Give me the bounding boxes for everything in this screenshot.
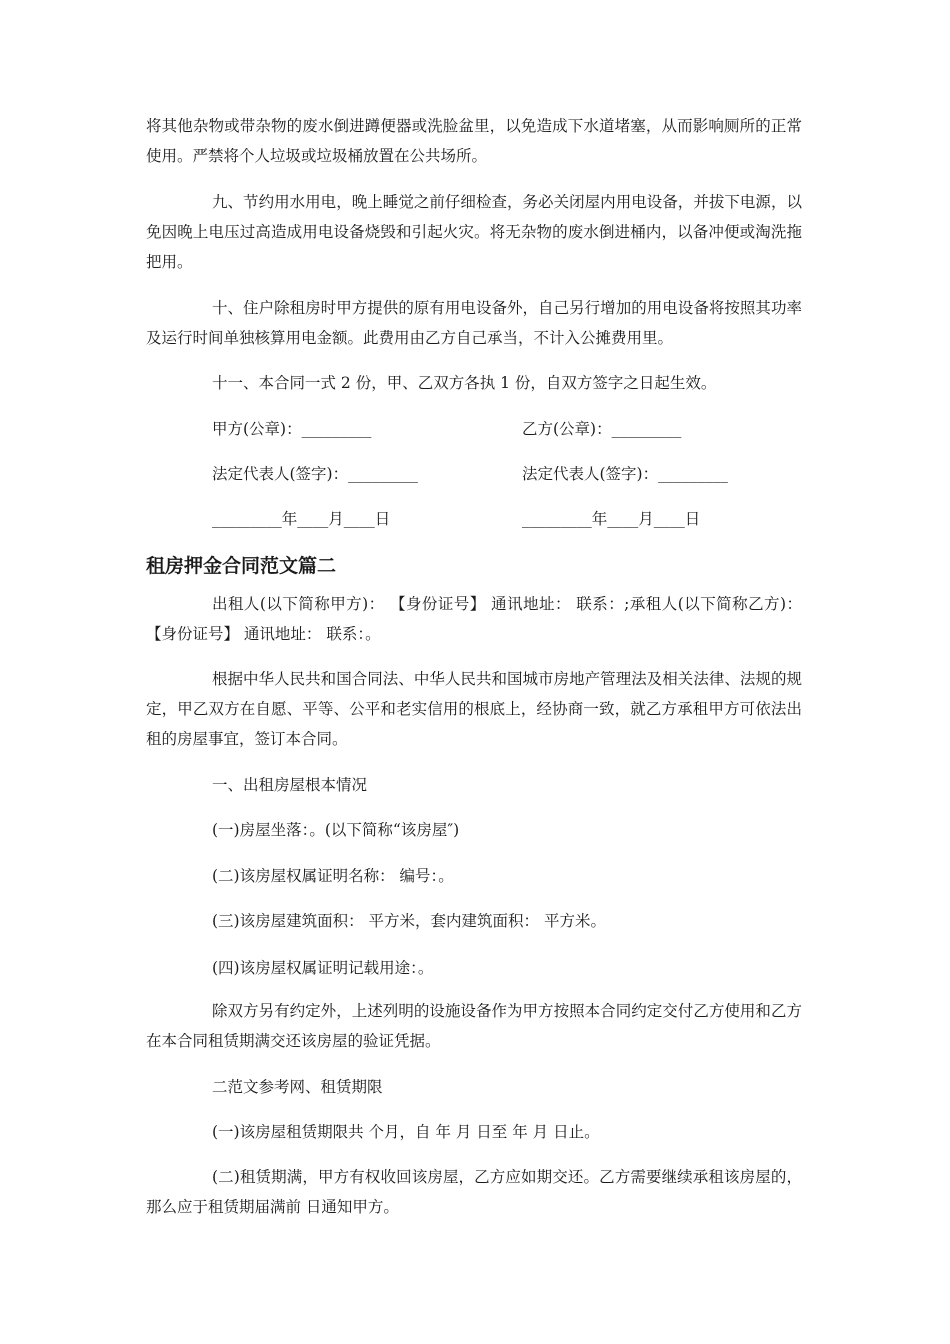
party-b-seal-line: 乙方(公章)：_________ [522, 420, 682, 438]
item-1-title: 一、出租房屋根本情况 [212, 776, 368, 794]
item-1-area: (三)该房屋建筑面积： 平方米，套内建筑面积： 平方米。 [212, 912, 606, 930]
item-2-expiry: (二)租赁期满，甲方有权收回该房屋，乙方应如期交还。乙方需要继续承租该房屋的，那么应于租赁期届满前 日通知甲方。 [146, 1168, 802, 1216]
paragraph-legal-basis: 根据中华人民共和国合同法、中华人民共和国城市房地产管理法及相关法律、法规的规定，甲乙双方在自愿、平等、公平和老实信用的根底上，经协商一致，就乙方承租甲方可依法出租的房屋事宜，签订本合同。 [146, 670, 802, 748]
item-2-term: (一)该房屋租赁期限共 个月，自 年 月 日至 年 月 日止。 [212, 1123, 600, 1141]
paragraph-facilities: 除双方另有约定外，上述列明的设施设备作为甲方按照本合同约定交付乙方使用和乙方在本合同租赁期满交还该房屋的验证凭据。 [146, 1002, 802, 1050]
party-a-seal-line: 甲方(公章)：_________ [212, 420, 372, 438]
party-b-representative-line: 法定代表人(签字)：_________ [522, 465, 728, 483]
party-b-date-line: _________年____月____日 [522, 510, 701, 528]
paragraph-clause-11: 十一、本合同一式 2 份，甲、乙双方各执 1 份，自双方签字之日起生效。 [212, 374, 717, 392]
item-1-location: (一)房屋坐落：。(以下简称“该房屋″) [212, 821, 460, 839]
party-a-representative-line: 法定代表人(签字)：_________ [212, 465, 418, 483]
section-heading: 租房押金合同范文篇二 [146, 555, 337, 577]
item-2-title: 二范文参考网、租赁期限 [212, 1078, 383, 1096]
item-1-usage: (四)该房屋权属证明记载用途：。 [212, 959, 434, 977]
paragraph-toilet-rules: 将其他杂物或带杂物的废水倒进蹲便器或洗脸盆里，以免造成下水道堵塞，从而影响厕所的正常使用。严禁将个人垃圾或垃圾桶放置在公共场所。 [146, 117, 802, 165]
paragraph-clause-9: 九、节约用水用电，晚上睡觉之前仔细检查，务必关闭屋内用电设备，并拔下电源，以免因晚上电压过高造成用电设备烧毁和引起火灾。将无杂物的废水倒进桶内，以备冲便或淘洗拖把用。 [146, 193, 802, 271]
party-a-date-line: _________年____月____日 [212, 510, 391, 528]
paragraph-parties: 出租人(以下简称甲方)： 【身份证号】 通讯地址： 联系：;承租人(以下简称乙方)： 【身份证号】 通讯地址： 联系：。 [146, 595, 802, 643]
paragraph-clause-10: 十、住户除租房时甲方提供的原有用电设备外，自己另行增加的用电设备将按照其功率及运行时间单独核算用电金额。此费用由乙方自己承当，不计入公摊费用里。 [146, 299, 802, 347]
item-1-certificate: (二)该房屋权属证明名称： 编号：。 [212, 867, 454, 885]
